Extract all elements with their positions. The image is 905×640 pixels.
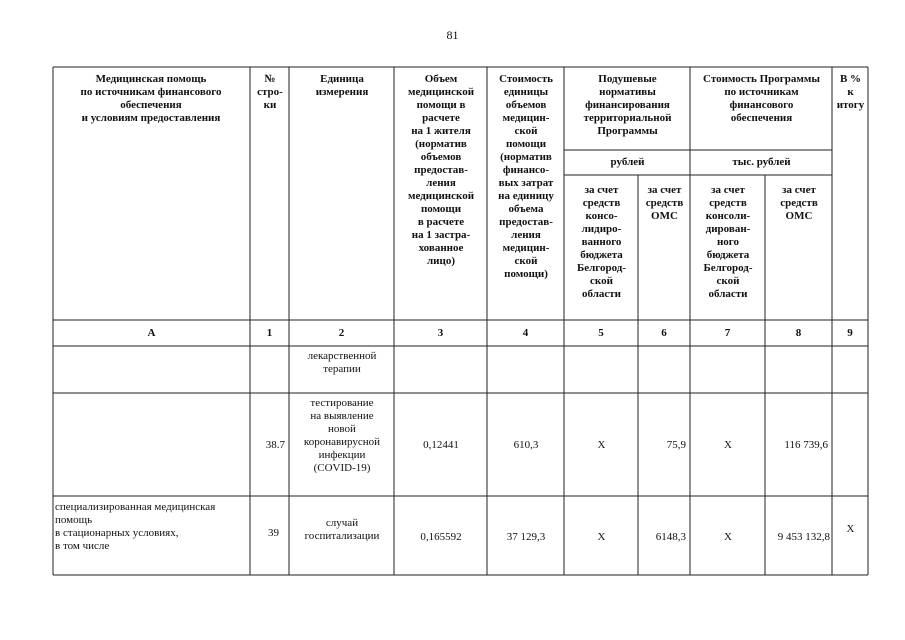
index-cell: 4 xyxy=(522,327,529,339)
header-per-capita-unit: рублей xyxy=(610,156,645,168)
index-cell: 5 xyxy=(598,327,604,339)
header-unit-cost: Стоимость единицы объемов медицин- ской помощи (норматив финансо- вых затрат на единицу объема предостав- ления медицин- ской помощи) xyxy=(498,73,554,280)
table-cell-unit: тестирование на выявление новой коронавирусной инфекции (COVID-19) xyxy=(303,397,381,474)
table-cell-program-oms: 116 739,6 xyxy=(784,439,828,451)
table-cell-unit: лекарственной терапии xyxy=(307,350,377,375)
page-number: 81 xyxy=(446,28,459,42)
index-cell: 2 xyxy=(338,327,345,339)
header-services: Медицинская помощь по источникам финансового обеспечения и условиям предоставления xyxy=(80,73,222,124)
table-cell-percent: Х xyxy=(846,523,855,535)
table-cell-volume: 0,165592 xyxy=(420,531,462,543)
index-cell: 1 xyxy=(266,327,273,339)
table-cell-service: специализированная медицинская помощь в стационарных условиях, в том числе xyxy=(55,501,216,552)
header-program-cost-budget: за счет средств консоли- дирован- ного бюджета Белгород- ской области xyxy=(703,184,753,300)
table-cell-per-capita-budget: Х xyxy=(597,531,606,543)
header-unit: Единица измерения xyxy=(315,73,369,98)
header-program-cost-unit: тыс. рублей xyxy=(732,156,791,168)
header-row-number: № стро- ки xyxy=(257,73,283,111)
index-cell: 9 xyxy=(847,327,853,339)
table-cell-row-number: 39 xyxy=(268,527,279,539)
table-cell-per-capita-oms: 6148,3 xyxy=(655,531,686,543)
header-percent: В % к итогу xyxy=(836,73,865,111)
index-cell: 6 xyxy=(661,327,667,339)
table-cell-unit-cost: 610,3 xyxy=(513,439,539,451)
header-volume: Объем медицинской помощи в расчете на 1 жителя (норматив объемов предостав- ления медицинской помощи в расчете на 1 застра- хованное лицо) xyxy=(407,73,475,267)
index-cell: 8 xyxy=(795,327,802,339)
table-cell-unit-cost: 37 129,3 xyxy=(506,531,546,543)
table-cell-volume: 0,12441 xyxy=(423,439,459,451)
table-cell-program-oms: 9 453 132,8 xyxy=(777,531,830,543)
header-program-cost: Стоимость Программы по источникам финансового обеспечения xyxy=(703,73,820,124)
header-program-cost-oms: за счет средств ОМС xyxy=(780,184,818,222)
table-cell-row-number: 38.7 xyxy=(265,439,285,451)
header-per-capita-oms: за счет средств ОМС xyxy=(645,184,684,222)
index-cell: 7 xyxy=(724,327,731,339)
index-cell: 3 xyxy=(437,327,444,339)
table-cell-unit: случай госпитализации xyxy=(304,517,380,542)
header-per-capita: Подушевые нормативы финансирования территориальной Программы xyxy=(583,73,672,137)
header-per-capita-budget: за счет средств консо- лидиро- ванного бюджета Белгород- ской области xyxy=(576,184,627,300)
table-cell-program-budget: Х xyxy=(724,439,732,451)
table-cell-per-capita-oms: 75,9 xyxy=(666,439,686,451)
table-cell-program-budget: Х xyxy=(724,531,732,543)
table-cell-per-capita-budget: Х xyxy=(597,439,606,451)
index-cell: А xyxy=(147,327,156,339)
